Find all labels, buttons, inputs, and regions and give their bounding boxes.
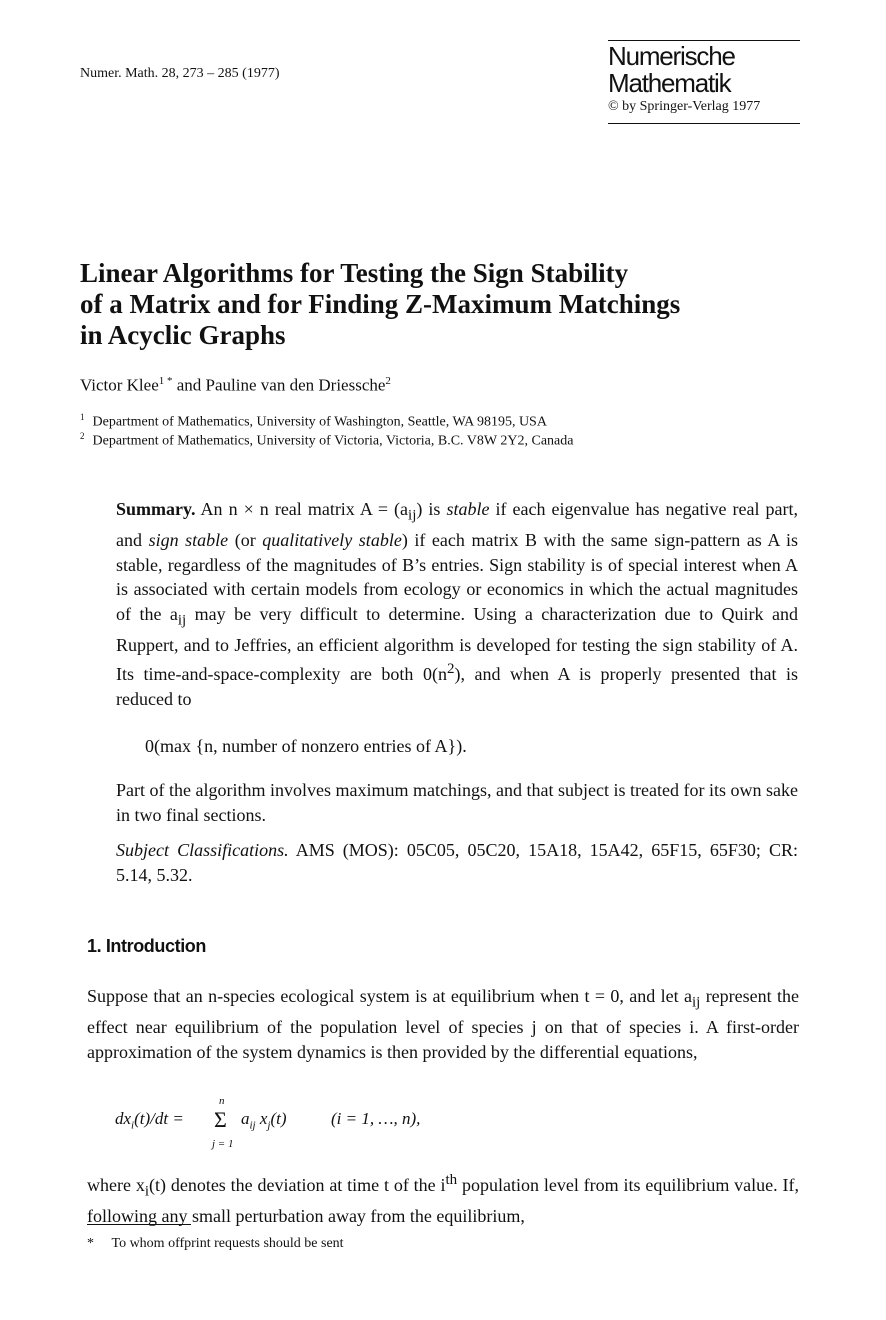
classifications-label: Subject Classifications. bbox=[116, 840, 289, 860]
footnote bbox=[87, 1236, 344, 1252]
author-2: Pauline van den Driessche bbox=[205, 375, 386, 395]
affiliation-2 bbox=[80, 431, 573, 450]
intro-paragraph-1 bbox=[87, 984, 799, 1064]
summary-text-e: ) if each matrix B with the same sign-pattern as A is stable, regardless of the magnitudes of B’s entries. Sign stability is of special interest when A is associated with certain models from ecology or economics in which the actual magnitudes of the a bbox=[116, 530, 798, 624]
title-line-3: in Acyclic Graphs bbox=[80, 320, 286, 350]
intro-text-e: population level from its equilibrium value. If, following any small perturbation away from the equilibrium, bbox=[87, 1175, 799, 1227]
intro-text-a: Suppose that an n-species ecological system is at equilibrium when t = 0, and let a bbox=[87, 986, 692, 1006]
author-1-marks: 1 * bbox=[158, 375, 173, 387]
author-1: Victor Klee bbox=[80, 375, 159, 395]
author-joiner: and bbox=[172, 375, 206, 395]
summary-paragraph-2 bbox=[116, 778, 798, 827]
masthead-bottom-rule bbox=[608, 123, 800, 124]
differential-equation bbox=[115, 1095, 535, 1155]
summary-paragraph bbox=[116, 497, 798, 711]
summary-text-c: if each eigenvalue has negative real part, and bbox=[116, 499, 799, 551]
eq-lhs: $dx_i(t)/dt$ = bbox=[115, 1109, 184, 1132]
journal-name-line2: Mathematik bbox=[608, 68, 731, 98]
paper-title bbox=[80, 258, 800, 351]
intro-text-d: (t) denotes the deviation at time t of the i bbox=[149, 1175, 446, 1195]
summary-subscript-2: ij bbox=[177, 612, 187, 629]
intro-text-c: where x bbox=[87, 1175, 145, 1195]
affiliation-2-text: Department of Mathematics, University of Victoria, Victoria, B.C. V8W 2Y2, Canada bbox=[92, 433, 574, 449]
title-line-2: of a Matrix and for Finding Z-Maximum Matchings bbox=[80, 289, 681, 319]
summary-superscript: 2 bbox=[446, 661, 455, 678]
affiliation-1 bbox=[80, 412, 547, 431]
summary-text-g: ), and when A is properly presented that is reduced to bbox=[116, 664, 799, 709]
term-stable: stable bbox=[446, 499, 490, 519]
footnote-rule bbox=[87, 1224, 191, 1225]
intro-text-b: represent the effect near equilibrium of the population level of species j on that of species i. A first-order approximation of the system dynamics is then provided by the differential equations, bbox=[87, 986, 800, 1062]
author-2-marks: 2 bbox=[385, 375, 391, 387]
term-sign-stable: sign stable bbox=[148, 530, 229, 551]
journal-name-line1: Numerische bbox=[608, 41, 735, 71]
summary-text-a: An n × n real matrix A = (a bbox=[195, 499, 409, 519]
intro-subscript-i: i bbox=[144, 1183, 149, 1200]
summary-text-d: (or bbox=[228, 530, 263, 551]
subject-classifications bbox=[116, 838, 798, 887]
journal-citation: Numer. Math. 28, 273 – 285 (1977) bbox=[80, 66, 280, 81]
classifications-text: AMS (MOS): 05C05, 05C20, 15A18, 15A42, 65F15, 65F30; CR: 5.14, 5.32. bbox=[116, 840, 798, 885]
summary-subscript-1: ij bbox=[408, 507, 417, 524]
author-line bbox=[80, 375, 391, 396]
sigma-symbol: Σ bbox=[214, 1107, 227, 1132]
summary-text-b: ) is bbox=[416, 499, 447, 519]
sum-lower-limit: j = 1 bbox=[212, 1138, 234, 1150]
sum-upper-limit: n bbox=[219, 1095, 225, 1107]
affiliation-2-number: 2 bbox=[80, 431, 85, 441]
copyright-line: © by Springer-Verlag 1977 bbox=[608, 99, 761, 114]
summary-text-f: may be very difficult to determine. Using a characterization due to Quirk and Ruppert, and to Jeffries, an efficient algorithm is developed for testing the sign stability of A. Its time-and-space-complexity are both 0(n bbox=[116, 603, 798, 685]
affiliation-1-text: Department of Mathematics, University of Washington, Seattle, WA 98195, USA bbox=[92, 414, 547, 430]
section-heading: 1. Introduction bbox=[87, 936, 206, 956]
intro-superscript-th: th bbox=[445, 1172, 458, 1188]
eq-range: (i = 1, …, n), bbox=[331, 1109, 421, 1128]
intro-subscript: ij bbox=[691, 994, 701, 1011]
term-qualitatively-stable: qualitatively stable bbox=[262, 530, 402, 551]
summary-para-2-text: Part of the algorithm involves maximum matchings, and that subject is treated for its own sake in two final sections. bbox=[116, 780, 798, 825]
title-line-1: Linear Algorithms for Testing the Sign Stability bbox=[80, 258, 629, 288]
eq-term: $a_{ij}$ $x_j(t)$ bbox=[241, 1109, 287, 1132]
journal-masthead bbox=[608, 40, 800, 124]
complexity-formula: 0(max {n, number of nonzero entries of A}). bbox=[145, 736, 467, 756]
summary-label: Summary. bbox=[116, 499, 196, 519]
footnote-text: To whom offprint requests should be sent bbox=[111, 1236, 344, 1251]
intro-paragraph-2 bbox=[87, 1168, 799, 1229]
affiliation-1-number: 1 bbox=[80, 412, 85, 422]
footnote-mark: * bbox=[87, 1236, 94, 1251]
